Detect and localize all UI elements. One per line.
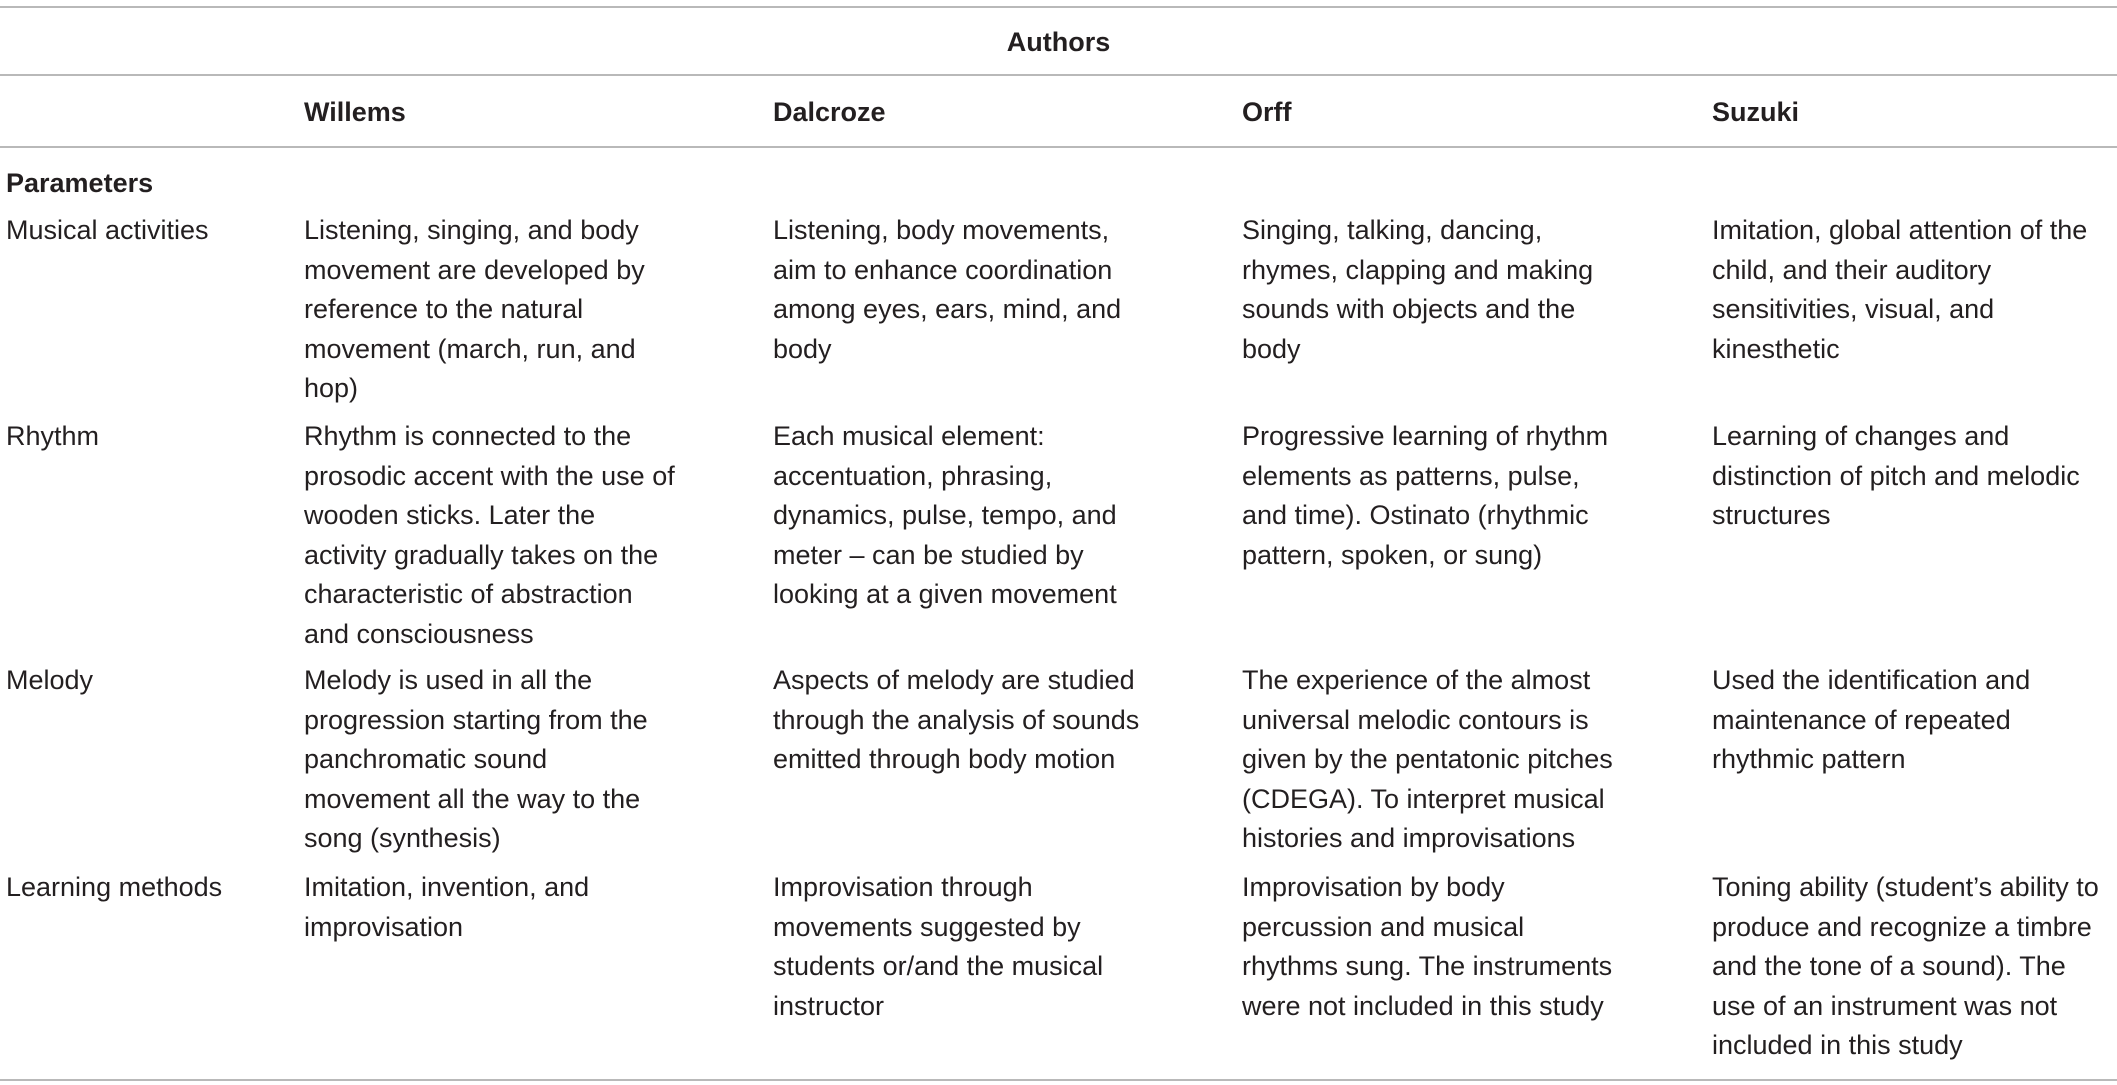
table-top-rule: [0, 6, 2117, 8]
table-cell: Melody is used in all the progression starting from the panchromatic sound movement all the way to the song (synthesis): [304, 665, 648, 853]
parameters-section-label: Parameters: [6, 168, 154, 198]
table-cell: Listening, singing, and body movement are developed by reference to the natural movement (march, run, and hop): [304, 215, 645, 403]
group-header-rule: [0, 74, 2117, 76]
column-header-rule: [0, 146, 2117, 148]
column-header-orff: Orff: [1242, 97, 1292, 127]
table-cell: Listening, body movements, aim to enhance coordination among eyes, ears, mind, and body: [773, 215, 1122, 364]
table-cell: Progressive learning of rhythm elements as patterns, pulse, and time). Ostinato (rhythmic pattern, spoken, or sung): [1242, 421, 1609, 570]
table-cell: Singing, talking, dancing, rhymes, clapping and making sounds with objects and the body: [1242, 215, 1594, 364]
table-cell: Imitation, global attention of the child, and their auditory sensitivities, visual, and kinesthetic: [1712, 215, 2088, 364]
table-cell: Rhythm is connected to the prosodic accent with the use of wooden sticks. Later the activity gradually takes on the characteristic of abstraction and consciousness: [304, 421, 675, 649]
table-cell: Used the identification and maintenance of repeated rhythmic pattern: [1712, 665, 2031, 774]
table-cell: Improvisation by body percussion and musical rhythms sung. The instruments were not included in this study: [1242, 872, 1613, 1021]
column-header-dalcroze: Dalcroze: [773, 97, 886, 127]
table-cell: Toning ability (student’s ability to produce and recognize a timbre and the tone of a sound). The use of an instrument was not included in this study: [1712, 872, 2099, 1060]
table-cell: The experience of the almost universal melodic contours is given by the pentatonic pitches (CDEGA). To interpret musical histories and improvisations: [1242, 665, 1613, 853]
table-cell: Aspects of melody are studied through the analysis of sounds emitted through body motion: [773, 665, 1140, 774]
table-cell: Improvisation through movements suggested by students or/and the musical instructor: [773, 872, 1104, 1021]
row-label-rhythm: Rhythm: [6, 421, 100, 451]
column-header-suzuki: Suzuki: [1712, 97, 1800, 127]
table-cell: Learning of changes and distinction of pitch and melodic structures: [1712, 421, 2080, 530]
table-cell: Imitation, invention, and improvisation: [304, 872, 590, 942]
column-header-willems: Willems: [304, 97, 406, 127]
table-cell: Each musical element: accentuation, phrasing, dynamics, pulse, tempo, and meter – can be studied by looking at a given movement: [773, 421, 1117, 609]
authors-group-header: Authors: [1006, 27, 1111, 57]
row-label-learning-methods: Learning methods: [6, 872, 223, 902]
row-label-musical-activities: Musical activities: [6, 215, 209, 245]
row-label-melody: Melody: [6, 665, 94, 695]
table-bottom-rule: [0, 1079, 2117, 1081]
